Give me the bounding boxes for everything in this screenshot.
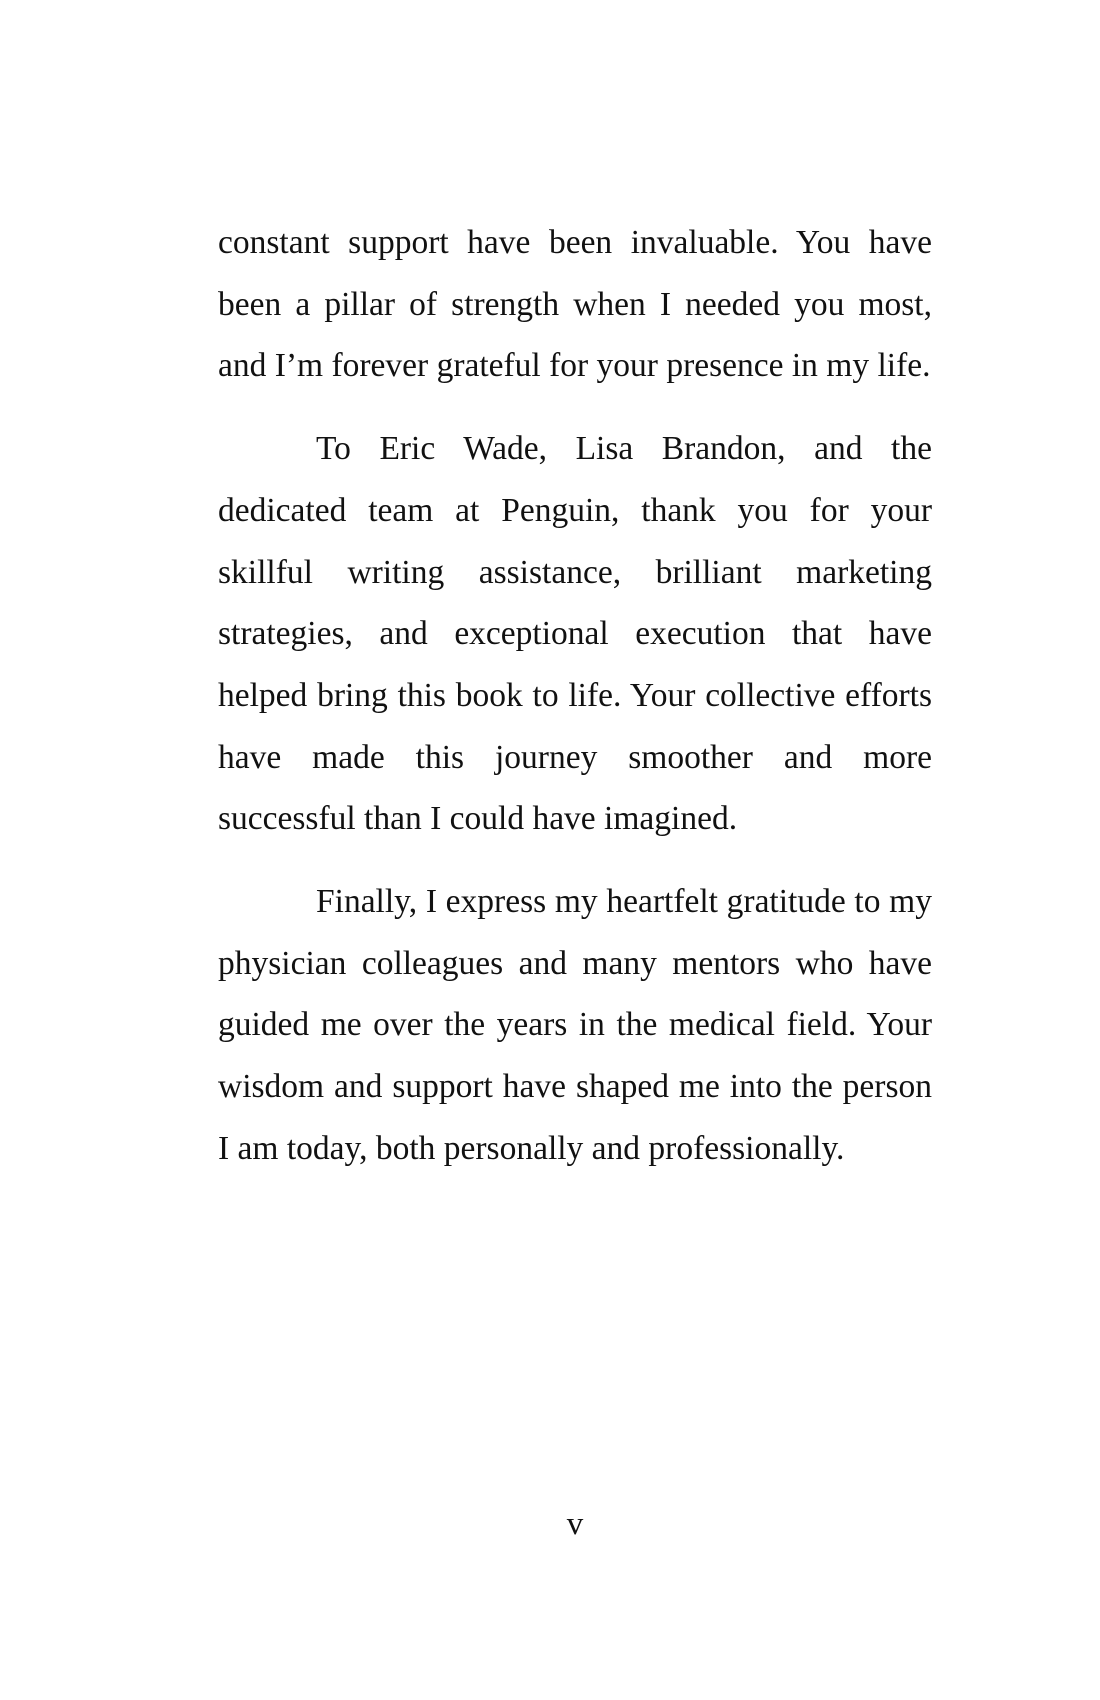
paragraph-physician-colleagues: Finally, I express my heartfelt gratitude to my physician colleagues and many mentors who have guided me over the years in the medical field. Your wisdom and support have shaped me into the person I am today, both personally and professionally.: [218, 883, 932, 1167]
page-number: v: [566, 1506, 584, 1542]
paragraph-penguin-team: To Eric Wade, Lisa Brandon, and the dedicated team at Penguin, thank you for your skillful writing assistance, brilliant marketing strategies, and exceptional execution that have helped bring this book to life. Your collective efforts have made this journey smoother and more successful than I could have imagined.: [218, 430, 932, 838]
body-text: [218, 212, 932, 1201]
paragraph-support: constant support have been invaluable. You have been a pillar of strength when I needed you most, and I’m forever grateful for your presence in my life.: [218, 224, 932, 385]
